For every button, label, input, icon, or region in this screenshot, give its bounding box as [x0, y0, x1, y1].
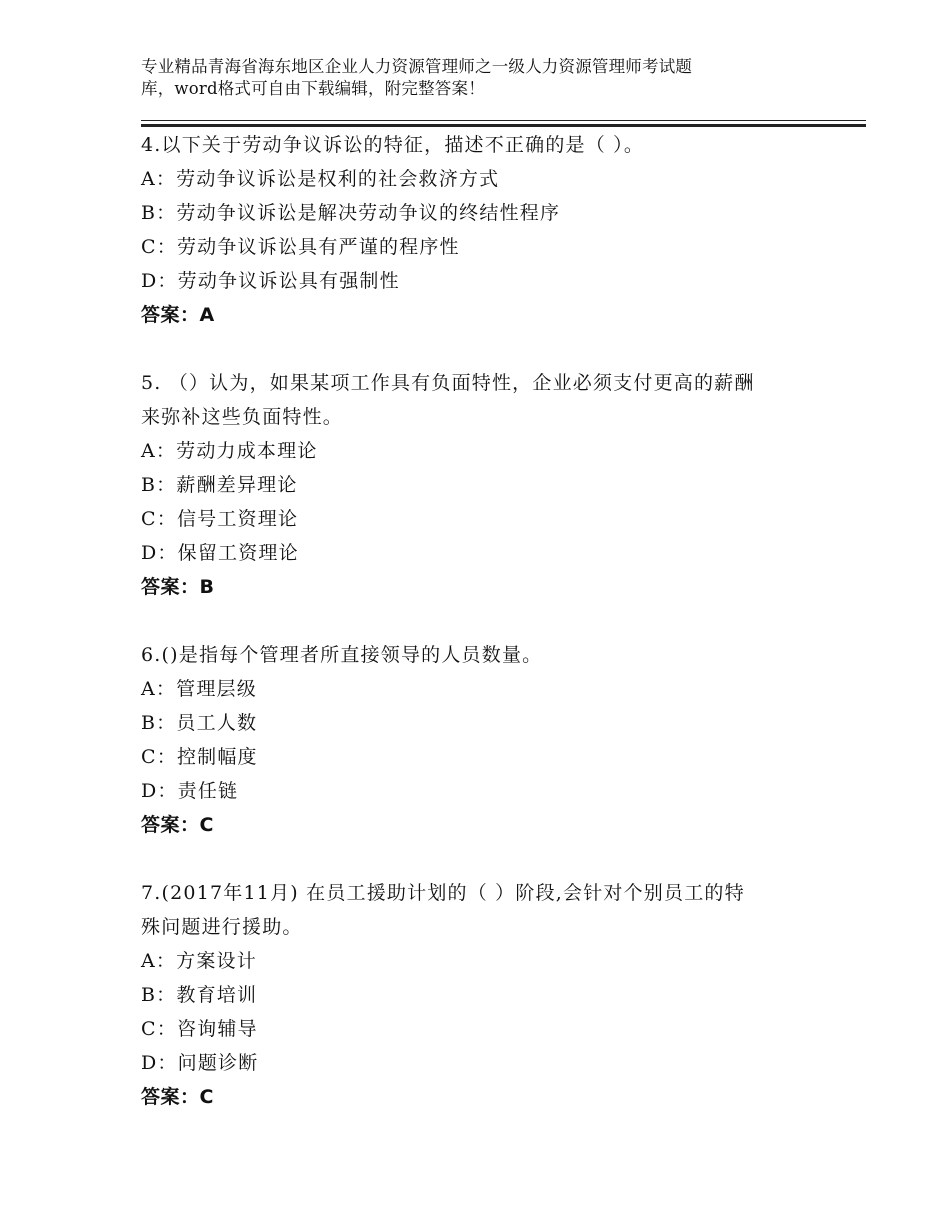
spacer: [141, 332, 841, 366]
question-list: [141, 128, 841, 1114]
header-line-2: 库，word格式可自由下载编辑，附完整答案！: [141, 79, 485, 98]
option-b: B：教育培训: [141, 984, 258, 1006]
answer: 答案：A: [141, 304, 215, 326]
answer: 答案：B: [141, 576, 215, 598]
question-stem-continued: 来弥补这些负面特性。: [141, 406, 344, 428]
document-header: [141, 56, 821, 100]
option-d: D：保留工资理论: [141, 542, 299, 564]
question-6: [141, 638, 841, 842]
answer: 答案：C: [141, 814, 214, 836]
question-stem: 7.(2017年11月) 在员工援助计划的（ ）阶段,会针对个别员工的特: [141, 882, 745, 904]
header-line-1: 专业精品青海省海东地区企业人力资源管理师之一级人力资源管理师考试题: [141, 57, 693, 76]
question-5: [141, 366, 841, 604]
header-divider-thick: [141, 124, 866, 127]
question-stem: 4.以下关于劳动争议诉讼的特征，描述不正确的是（ ）。: [141, 134, 645, 156]
spacer: [141, 604, 841, 638]
option-b: B：员工人数: [141, 712, 258, 734]
option-a: A：劳动争议诉讼是权利的社会救济方式: [141, 168, 500, 190]
question-7: [141, 876, 841, 1114]
option-c: C：咨询辅导: [141, 1018, 258, 1040]
option-a: A：管理层级: [141, 678, 257, 700]
question-stem: 6.()是指每个管理者所直接领导的人员数量。: [141, 644, 543, 666]
option-c: C：信号工资理论: [141, 508, 299, 530]
header-divider-thin: [141, 120, 866, 121]
option-a: A：劳动力成本理论: [141, 440, 318, 462]
option-b: B：薪酬差异理论: [141, 474, 298, 496]
option-a: A：方案设计: [141, 950, 257, 972]
option-d: D：责任链: [141, 780, 239, 802]
option-c: C：劳动争议诉讼具有严谨的程序性: [141, 236, 460, 258]
option-d: D：问题诊断: [141, 1052, 259, 1074]
question-stem-continued: 殊问题进行援助。: [141, 916, 303, 938]
spacer: [141, 842, 841, 876]
option-d: D：劳动争议诉讼具有强制性: [141, 270, 400, 292]
option-c: C：控制幅度: [141, 746, 258, 768]
option-b: B：劳动争议诉讼是解决劳动争议的终结性程序: [141, 202, 561, 224]
question-stem: 5. （）认为，如果某项工作具有负面特性，企业必须支付更高的薪酬: [141, 372, 755, 394]
question-4: [141, 128, 841, 332]
answer: 答案：C: [141, 1086, 214, 1108]
